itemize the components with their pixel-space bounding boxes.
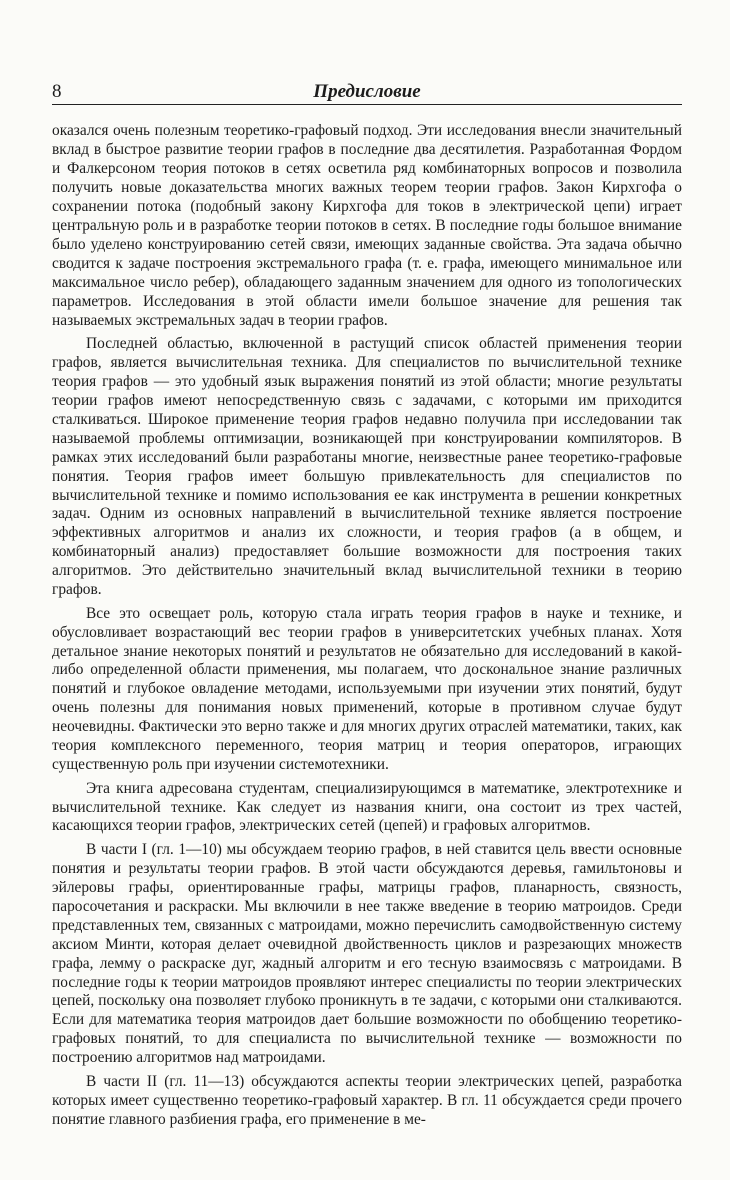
paragraph-computing: Последней областью, включенной в растущий список областей применения теории графов, является вычислительная техника. Для специалистов по вычислительной технике теория графов — это удобный язык выражения понятий из этой области; многие результаты теории графов имеют непосредственную связь с задачами, с которыми им приходится сталкиваться. Широкое применение теория графов недавно получила при исследовании так называемой проблемы оптимизации, возникающей при конструировании компиляторов. В рамках этих исследований были разработаны многие, неизвестные ранее теоретико-графовые понятия. Теория графов имеет большую привлекательность для специалистов по вычислительной технике и помимо использования ее как инструмента в решении конкретных задач. Одним из основных направлений в вычислительной технике является построение эффективных алгоритмов и анализ их сложности, и теория графов (а в общем, и комбинаторный анализ) предоставляет большие возможности для построения таких алгоритмов. Это действительно значительный вклад вычислительной техники в теорию графов.	[52, 334, 682, 599]
running-title: Предисловие	[313, 81, 421, 102]
paragraph-role: Все это освещает роль, которую стала играть теория графов в науке и технике, и обусловливает возрастающий вес теории графов в университетских учебных планах. Хотя детальное знание некоторых понятий и результатов не обязательно для исследований в какой-либо определенной области применения, мы полагаем, что доскональное знание различных понятий и глубокое овладение методами, используемыми при изучении этих понятий, будут очень полезны для понимания новых применений, которые в противном случае будут неочевидны. Фактически это верно также и для многих других отраслей математики, таких, как теория комплексного переменного, теория матриц и теория операторов, играющих существенную роль при изучении системотехники.	[52, 604, 682, 774]
paragraph-audience: Эта книга адресована студентам, специализирующимся в математике, электротехнике и вычислительной технике. Как следует из названия книги, она состоит из трех частей, касающихся теории графов, электрических сетей (цепей) и графовых алгоритмов.	[52, 779, 682, 835]
page-number: 8	[52, 81, 62, 102]
paragraph-continuation: оказался очень полезным теоретико-графовый подход. Эти исследования внесли значительный вклад в быстрое развитие теории графов в последние два десятилетия. Разработанная Фордом и Фалкерсоном теория потоков в сетях осветила ряд комбинаторных вопросов и позволила получить новые доказательства многих важных теорем теории графов. Закон Кирхгофа о сохранении потока (подобный закону Кирхгофа для токов в электрической цепи) играет центральную роль и в разработке теории потоков в сетях. В последние годы большое внимание было уделено конструированию сетей связи, имеющих заданные свойства. Эта задача обычно сводится к задаче построения экстремального графа (т. е. графа, имеющего минимальное или максимальное число ребер), обладающего заданным значением для одного из топологических параметров. Исследования в этой области имели большое значение для решения так называемых экстремальных задач в теории графов.	[52, 122, 682, 329]
header-rule	[52, 104, 682, 105]
body-text	[52, 122, 682, 1134]
page-header	[52, 81, 682, 103]
paragraph-part-two: В части II (гл. 11—13) обсуждаются аспекты теории электрических цепей, разработка которых имеет существенно теоретико-графовый характер. В гл. 11 обсуждается среди прочего понятие главного разбиения графа, его применение в ме-	[52, 1072, 682, 1128]
paragraph-part-one: В части I (гл. 1—10) мы обсуждаем теорию графов, в ней ставится цель ввести основные понятия и результаты теории графов. В этой части обсуждаются деревья, гамильтоновы и эйлеровы графы, ориентированные графы, матрицы графов, планарность, связность, паросочетания и раскраски. Мы включили в нее также введение в теорию матроидов. Среди представленных тем, связанных с матроидами, можно перечислить самодвойственную систему аксиом Минти, которая делает очевидной двойственность циклов и разрезающих множеств графа, лемму о раскраске дуг, жадный алгоритм и его тесную взаимосвязь с матроидами. В последние годы к теории матроидов проявляют интерес специалисты по теории электрических цепей, поскольку она позволяет глубоко проникнуть в те задачи, с которыми они сталкиваются. Если для математика теория матроидов дает большие возможности по обобщению теоретико-графовых понятий, то для специалиста по вычислительной технике — возможности по построению алгоритмов над матроидами.	[52, 840, 682, 1067]
